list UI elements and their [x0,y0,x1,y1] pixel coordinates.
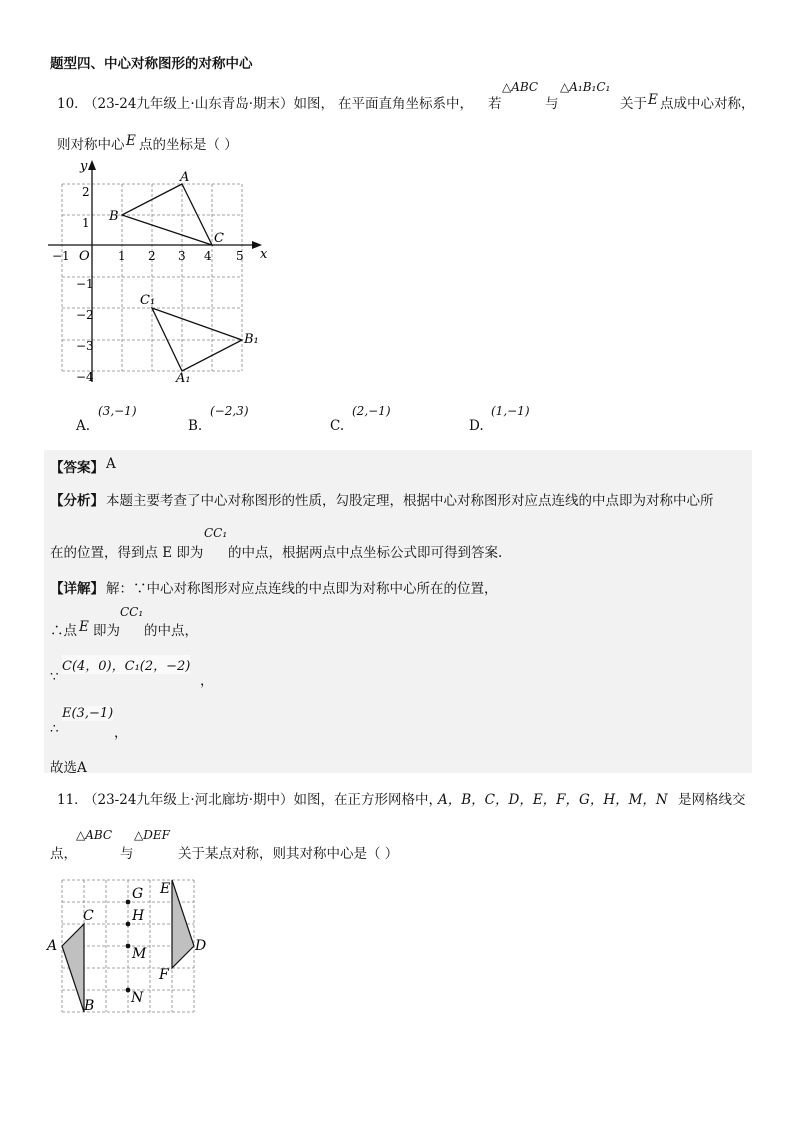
question-number: 11． [57,792,88,808]
vertex-c-label: C [214,231,224,246]
vertex-c-label: C [83,908,94,924]
point-g-dot [126,900,131,905]
detail-text: 即为 [93,623,120,639]
detail-text: ∴点 [50,623,77,639]
option-c-value[interactable]: (2,−1) [352,404,391,418]
question-source: （23-24九年级上·山东青岛·期末）如图， [84,96,335,112]
question-text: 则对称中心 [57,137,125,153]
axis-x-label: x [260,247,268,262]
grid-figure [40,870,220,1020]
y-tick-label: 1 [82,216,90,230]
x-tick-label: 5 [236,249,244,263]
point-m-dot [126,944,131,949]
point-g-label: G [132,886,144,902]
segment-cc1-formula: CC₁ [120,605,144,619]
analysis-label: 【分析】 [50,493,104,509]
point-letters: A，B，C，D，E，F，G，H，M，N [438,792,668,808]
option-d-value[interactable]: (1,−1) [491,404,530,418]
y-tick-label: −1 [76,277,94,291]
vertex-f-label: F [159,967,169,983]
y-axis-arrow-icon [88,160,96,170]
question-text: 是网格线交 [678,792,746,808]
x-tick-label: 2 [148,249,156,263]
answer-label: 【答案】 [50,460,104,476]
option-a-value[interactable]: (3,−1) [98,404,137,418]
point-e-label: E [648,92,658,108]
triangle-abc [122,184,212,245]
vertex-a-label: A [47,938,58,954]
vertex-e-label: E [160,881,171,897]
vertex-a1-label: A₁ [176,371,191,386]
origin-label: O [79,249,90,264]
axis-y-label: y [80,159,88,174]
x-tick-label: 4 [204,249,212,263]
question-text: 点， [50,846,77,862]
vertex-b-label: B [109,209,119,224]
y-tick-label: −4 [76,370,94,384]
triangle-a1b1c1 [152,308,242,371]
answer-value: A [106,456,116,472]
vertex-a-label: A [180,170,190,185]
coordinates-c-c1-formula: C(4，0)，C₁(2，−2) [62,655,190,674]
triangle-abc-shaded [62,924,84,1012]
question-text: 关于某点对称，则其对称中心是（ ） [178,846,399,862]
question-text: 与 [120,846,134,862]
point-h-label: H [132,908,145,924]
option-b-value[interactable]: (−2,3) [210,404,249,418]
section-title: 题型四、中心对称图形的对称中心 [50,56,253,72]
triangle-a1b1c1-formula: △A₁B₁C₁ [560,80,611,94]
punctuation: ， [114,725,128,741]
coordinates-e-formula: E(3,−1) [62,706,114,721]
question-text: 与 [545,96,559,112]
vertex-c1-label: C₁ [140,293,156,308]
coordinate-figure [40,150,280,390]
punctuation: ， [200,673,214,689]
point-m-label: M [132,946,147,962]
question-text: 点的坐标是（ ） [139,137,238,153]
analysis-text: 本题主要考查了中心对称图形的性质，勾股定理，根据中心对称图形对应点连线的中点即为对称中心所 [106,493,714,509]
vertex-d-label: D [195,938,207,954]
y-tick-label: 2 [82,185,90,199]
triangle-abc-formula: △ABC [502,80,539,94]
question-text: （23-24九年级上·河北廊坊·期中）如图，在正方形网格中， [84,792,442,808]
y-tick-label: −3 [76,339,94,353]
x-tick-label: 1 [118,249,126,263]
option-c-letter[interactable]: C. [330,418,345,434]
detail-text: 的中点， [144,623,198,639]
question-text: 若 [488,96,502,112]
point-h-dot [126,922,131,927]
therefore-symbol: ∴ [50,721,59,737]
triangle-abc-formula: △ABC [76,828,113,842]
triangle-def-formula: △DEF [134,828,170,842]
option-b-letter[interactable]: B. [188,418,203,434]
segment-cc1-formula: CC₁ [204,526,228,540]
option-d-letter[interactable]: D. [469,418,484,434]
analysis-text: 在的位置，得到点 E 即为 [50,545,204,561]
x-tick-label: −1 [52,249,70,263]
question-number: 10． [57,96,88,112]
because-symbol: ∵ [50,669,59,685]
vertex-b-label: B [84,998,95,1014]
detail-label: 【详解】 [50,581,104,597]
question-text: 关于 [620,96,647,112]
x-tick-label: 3 [178,249,186,263]
question-text: 在平面直角坐标系中， [338,96,473,112]
triangle-def-shaded [172,880,194,968]
y-tick-label: −2 [76,308,94,322]
option-a-letter[interactable]: A. [76,418,91,434]
point-e-label: E [126,133,136,149]
point-n-label: N [131,990,144,1006]
question-text: 点成中心对称， [660,96,755,112]
final-choice: 故选A [50,760,87,776]
point-n-dot [126,988,131,993]
vertex-b1-label: B₁ [244,332,259,347]
point-e-label: E [79,619,89,635]
analysis-text: 的中点，根据两点中点坐标公式即可得到答案. [228,545,503,561]
detail-text: 解：∵中心对称图形对应点连线的中点即为对称中心所在的位置， [106,581,498,597]
